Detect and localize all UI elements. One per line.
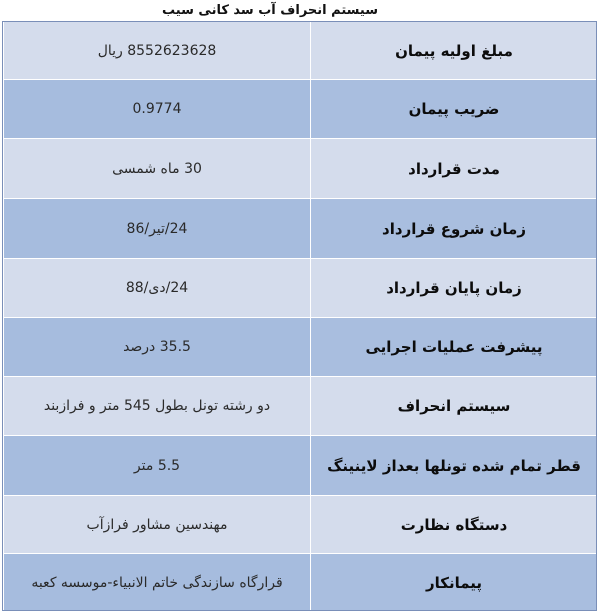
progress-label: پیشرفت عملیات اجرایی — [311, 318, 598, 377]
table-row — [4, 80, 598, 139]
contract-amount-value: 8552623628 ریال — [4, 22, 311, 80]
contract-coefficient-label: ضریب پیمان — [311, 80, 598, 139]
contract-start-label: زمان شروع قرارداد — [311, 199, 598, 259]
supervisor-label: دستگاه نظارت — [311, 496, 598, 554]
table-row — [4, 377, 598, 436]
supervisor-value: مهندسین مشاور فرازآب — [4, 496, 311, 554]
table-row — [4, 318, 598, 377]
table-row — [4, 436, 598, 496]
contract-end-value: 24/دی/88 — [4, 259, 311, 318]
info-table — [3, 21, 598, 612]
contract-coefficient-value: 0.9774 — [4, 80, 311, 139]
page-title: سیستم انحراف آب سد کانی سیب — [162, 3, 378, 18]
diversion-system-label: سیستم انحراف — [311, 377, 598, 436]
contract-duration-value: 30 ماه شمسی — [4, 139, 311, 199]
table-row — [4, 139, 598, 199]
contract-amount-label: مبلغ اولیه پیمان — [311, 22, 598, 80]
progress-value: 35.5 درصد — [4, 318, 311, 377]
contractor-value: قرارگاه سازندگی خاتم الانبیاء-موسسه کعبه — [4, 554, 311, 612]
contract-end-label: زمان پایان قرارداد — [311, 259, 598, 318]
tunnel-diameter-value: 5.5 متر — [4, 436, 311, 496]
table-row — [4, 22, 598, 80]
table-row — [4, 554, 598, 612]
table-row — [4, 199, 598, 259]
diversion-system-value: دو رشته تونل بطول 545 متر و فرازبند — [4, 377, 311, 436]
contractor-label: پیمانکار — [311, 554, 598, 612]
contract-duration-label: مدت قرارداد — [311, 139, 598, 199]
table-row — [4, 496, 598, 554]
tunnel-diameter-label: قطر تمام شده تونلها بعداز لاینینگ — [311, 436, 598, 496]
contract-start-value: 24/تیر/86 — [4, 199, 311, 259]
table-row — [4, 259, 598, 318]
